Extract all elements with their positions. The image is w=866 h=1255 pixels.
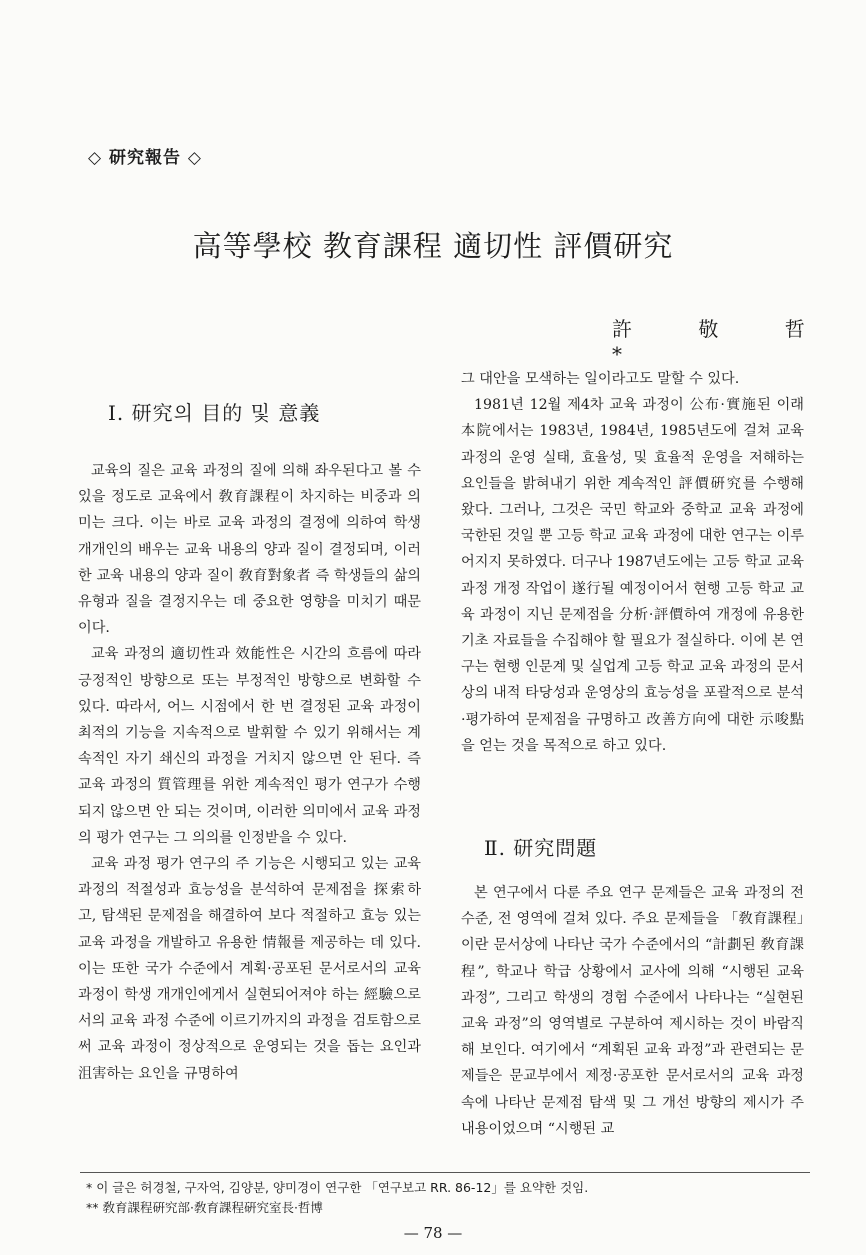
author-name: 許 敬 哲* bbox=[612, 317, 835, 366]
section-label: ◇ 研究報告 ◇ bbox=[88, 148, 202, 168]
right-column-section-2 bbox=[461, 880, 804, 1142]
footnote-divider bbox=[80, 1172, 810, 1173]
section-2-heading: Ⅱ. 研究問題 bbox=[484, 836, 598, 860]
paper-title: 高等學校 教育課程 適切性 評價研究 bbox=[192, 229, 674, 263]
body-paragraph: 1981년 12월 제4차 교육 과정이 公布·實施된 이래 本院에서는 1983년, 1984년, 1985년도에 걸쳐 교육 과정의 운영 실태, 효율성, 및 효율적 운영을 저해하는 요인들을 밝혀내기 위한 계속적인 評價硏究를 수행해 왔다. 그러나, 그것은 국민 학교와 중학교 교육 과정에 국한된 것일 뿐 고등 학교 교육 과정에 대한 연구는 이루어지지 못하였다. 더구나 1987년도에는 고등 학교 교육 과정 개정 작업이 遂行될 예정이어서 현행 고등 학교 교육 과정이 지닌 문제점을 分析·評價하여 개정에 유용한 기초 자료들을 수집해야 할 필요가 절실하다. 이에 본 연구는 현행 인문계 및 실업계 고등 학교 교육 과정의 문서상의 내적 타당성과 운영상의 효능성을 포괄적으로 분석·평가하여 문제점을 규명하고 改善方向에 대한 示唆點을 얻는 것을 목적으로 하고 있다. bbox=[461, 397, 804, 754]
footnote-2: ** 敎育課程硏究部·敎育課程硏究室長·哲博 bbox=[86, 1200, 323, 1215]
body-paragraph: 본 연구에서 다룬 주요 연구 문제들은 교육 과정의 전 수준, 전 영역에 걸쳐 있다. 주요 문제들을 「敎育課程」이란 문서상에 나타난 국가 수준에서의 “計劃된 敎育課程”, 학교나 학급 상황에서 교사에 의해 “시행된 교육 과정”, 그리고 학생의 경험 수준에서 나타나는 “실현된 교육 과정”의 영역별로 구분하여 제시하는 것이 바람직해 보인다. 여기에서 “계획된 교육 과정”과 관련되는 문제들은 문교부에서 제정·공포한 문서로서의 교육 과정 속에 나타난 문제점 탐색 및 그 개선 방향의 제시가 주 내용이었으며 “시행된 교 bbox=[461, 885, 804, 1137]
right-column bbox=[461, 366, 804, 759]
footnote-1: * 이 글은 허경철, 구자억, 김양분, 양미경이 연구한 「연구보고 RR. 86-12」를 요약한 것임. bbox=[86, 1180, 589, 1195]
body-paragraph: 교육의 질은 교육 과정의 질에 의해 좌우된다고 볼 수 있을 정도로 교육에서 敎育課程이 차지하는 비중과 의미는 크다. 이는 바로 교육 과정의 결정에 의하여 학생 개개인의 배우는 교육 내용의 양과 질이 결정되며, 이러한 교육 내용의 양과 질이 敎育對象者 즉 학생들의 삶의 유형과 질을 결정지우는 데 중요한 영향을 미치기 때문이다. bbox=[78, 463, 421, 637]
left-column bbox=[78, 458, 421, 1087]
continuation-text: 그 대안을 모색하는 일이라고도 말할 수 있다. bbox=[461, 371, 740, 387]
body-paragraph: 교육 과정의 適切性과 效能性은 시간의 흐름에 따라 긍정적인 방향으로 또는 부정적인 방향으로 변화할 수 있다. 따라서, 어느 시점에서 한 번 결정된 교육 과정이 최적의 기능을 지속적으로 발휘할 수 있기 위해서는 계속적인 자기 쇄신의 과정을 거치지 않으면 안 된다. 즉 교육 과정의 質管理를 위한 계속적인 평가 연구가 수행되지 않으면 안 되는 것이며, 이러한 의미에서 교육 과정의 평가 연구는 그 의의를 인정받을 수 있다. bbox=[78, 646, 421, 846]
body-paragraph: 교육 과정 평가 연구의 주 기능은 시행되고 있는 교육 과정의 적절성과 효능성을 분석하여 문제점을 探索하고, 탐색된 문제점을 해결하여 보다 적절하고 효능 있는 교육 과정을 개발하고 유용한 情報를 제공하는 데 있다. 이는 또한 국가 수준에서 계획·공포된 문서로서의 교육 과정이 학생 개개인에게서 실현되어져야 하는 經驗으로서의 교육 과정 수준에 이르기까지의 과정을 검토함으로써 교육 과정이 정상적으로 운영되는 것을 돕는 요인과 沮害하는 요인을 규명하여 bbox=[78, 856, 421, 1082]
page-number: — 78 — bbox=[403, 1224, 463, 1242]
section-1-heading: Ⅰ. 研究의 目的 및 意義 bbox=[108, 401, 321, 425]
